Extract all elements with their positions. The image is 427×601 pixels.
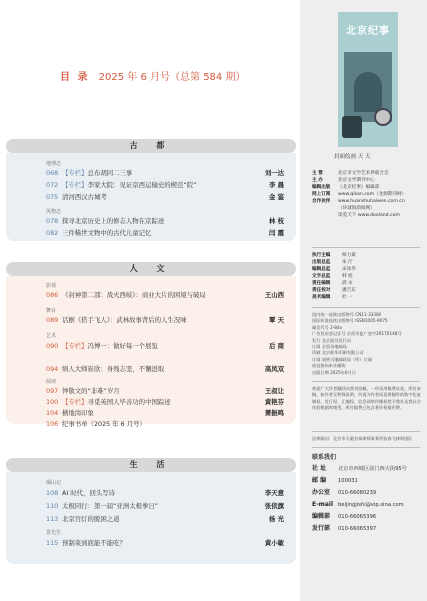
submission-notice: 欢迎广大作者踊跃向我刊投稿，一经采用稿费从优。所有来稿，如作者无特殊说明，均视为作者同意将稿件的数字化复制权、发行权、汇编权、信息网络传播权授予我社及我社合作的数据库使用，所付稿费已包含著作权使用费。 xyxy=(312,386,421,411)
publisher-info xyxy=(312,170,425,219)
toc-entry[interactable] xyxy=(46,181,284,190)
article-author: 金 鉴 xyxy=(268,193,284,201)
page-number: 115 xyxy=(46,539,59,547)
info-row: 编辑出版 《北京纪事》编辑部 xyxy=(312,185,380,190)
article-title: 钟敬文的“非难”岁月 xyxy=(62,387,120,395)
article-author: 张依旗 xyxy=(264,502,284,510)
staff-row: 执行主编 师力斌 xyxy=(312,253,356,258)
divider xyxy=(312,381,420,382)
toc-entry[interactable] xyxy=(46,217,284,226)
contact-row: 发行部 010-66065397 xyxy=(312,525,377,532)
toc-entry[interactable] xyxy=(46,409,284,418)
page-number: 086 xyxy=(46,291,59,299)
divider xyxy=(312,447,420,448)
article-author: 李 晨 xyxy=(268,181,284,189)
group-label: 舞台 xyxy=(46,308,57,314)
page-number: 097 xyxy=(46,387,59,395)
article-title: 绢人大师崔欣：身残志坚，不懈进取 xyxy=(62,365,165,373)
staff-row: 责任编辑 邱 永 xyxy=(312,281,353,286)
article-author: 杨 光 xyxy=(268,515,284,523)
staff-row: 编辑总监 宋冰华 xyxy=(312,267,356,272)
article-title: 三件稀世文物中的古代儿童记忆 xyxy=(62,229,152,237)
page-number: 110 xyxy=(46,502,59,510)
column-tag: 【专栏】 xyxy=(62,342,88,350)
article-title: 横地岗印象 xyxy=(62,409,94,417)
article-author: 萧振鸣 xyxy=(264,409,284,417)
toc-entry[interactable] xyxy=(46,291,284,300)
section-band-shenghuo: 生 活 xyxy=(6,458,296,472)
contact-row: 社 址 北京市西城区前门西大街95号 xyxy=(312,465,407,472)
info-row: 网上订阅 www.qikan.com（龙源期刊网） xyxy=(312,192,407,197)
toc-entry[interactable] xyxy=(46,169,284,178)
info-row: 主 办 北京文学期刊中心 xyxy=(312,178,375,183)
page-number: 089 xyxy=(46,316,59,324)
section-panel-renwen xyxy=(6,276,296,428)
toc-entry[interactable] xyxy=(46,193,284,202)
page-number: 078 xyxy=(46,217,59,225)
column-tag: 【专栏】 xyxy=(62,169,88,177)
page-number: 082 xyxy=(46,229,59,237)
section-band-renwen: 人 文 xyxy=(6,262,296,276)
toc-entry[interactable] xyxy=(46,420,284,429)
toc-entry[interactable] xyxy=(46,342,284,351)
group-label: 烟山记 xyxy=(46,480,62,486)
section-panel-gudu xyxy=(6,153,296,241)
group-label: 影视 xyxy=(46,283,57,289)
article-title: 预制菜到底能不能吃？ xyxy=(62,539,126,547)
page-number: 113 xyxy=(46,515,59,523)
toc-entry[interactable] xyxy=(46,515,284,524)
contact-heading: 联系我们 xyxy=(312,454,337,461)
column-tag: 【专栏】 xyxy=(62,181,88,189)
contact-row: 邮 编 100031 xyxy=(312,477,358,484)
article-author: 黄小敏 xyxy=(264,539,284,547)
section-band-gudu: 古 都 xyxy=(6,139,296,153)
film-camera-icon xyxy=(342,116,362,138)
article-author: 刘一达 xyxy=(264,169,284,177)
toc-heading xyxy=(60,68,245,83)
cover-image xyxy=(338,12,398,147)
group-label: 风物志 xyxy=(46,209,62,215)
issue-info: 2025 年 6 月号（总第 584 期） xyxy=(98,72,246,83)
info-row: （环球海韵阅网） xyxy=(338,206,375,211)
group-label: 艺术 xyxy=(46,333,57,339)
section-panel-shenghuo xyxy=(6,472,296,564)
page-number: 104 xyxy=(46,409,59,417)
contact-row: 编辑部 010-66065396 xyxy=(312,513,377,520)
staff-list xyxy=(312,252,425,301)
article-title: AI 时代，回头写诗 xyxy=(62,489,116,497)
article-title: 太极同行：第一届“亚洲太极拳日” xyxy=(62,502,159,510)
toc-entry[interactable] xyxy=(46,316,284,325)
article-author: 黄艳芬 xyxy=(264,398,284,406)
page-number: 100 xyxy=(46,398,59,406)
article-title: 李家大院：见证京西运输史的楔范“院” xyxy=(87,181,197,189)
article-author: 闫 霞 xyxy=(268,229,284,237)
article-author: 后 商 xyxy=(268,342,284,350)
article-title: 北京宫灯的脱困之道 xyxy=(62,515,120,523)
group-label: 景先生 xyxy=(46,530,62,536)
contact-list xyxy=(312,463,425,535)
toc-label: 目 录 xyxy=(60,72,90,83)
page-number: 072 xyxy=(46,181,59,189)
info-row: 主 管 北京市文学艺术界联合会 xyxy=(312,171,389,176)
info-row: 合作伙伴 www.huanshuhaiwen.com.cn xyxy=(312,199,405,204)
page-number: 068 xyxy=(46,169,59,177)
toc-entry[interactable] xyxy=(46,387,284,396)
staff-row: 出版总监 朱 泞 xyxy=(312,260,353,265)
contact-row: E-mail beijingjishi@vip.sina.com xyxy=(312,501,404,508)
page-number: 106 xyxy=(46,420,59,428)
legal-advisor: 法律顾问：北京市天驰君泰律师事务所张春飞律师团队 xyxy=(312,436,413,441)
article-title: 清河西汉古城考 xyxy=(62,193,107,201)
article-title: 纪事书单（2025 年 6 月号） xyxy=(62,420,146,428)
toc-entry[interactable] xyxy=(46,365,284,374)
article-author: 高凤双 xyxy=(264,365,284,373)
page-number: 094 xyxy=(46,365,59,373)
staff-row: 责任校对 潘吉东 xyxy=(312,288,356,293)
page-number: 090 xyxy=(46,342,59,350)
divider xyxy=(312,307,420,308)
article-author: 李天意 xyxy=(264,489,284,497)
staff-row: 美术编辑 杜 一 xyxy=(312,295,353,300)
article-author: 王叔让 xyxy=(264,387,284,395)
toc-entry[interactable] xyxy=(46,398,284,407)
divider xyxy=(312,431,420,432)
toc-entry[interactable] xyxy=(46,229,284,238)
contact-row: 办公室 010-66080239 xyxy=(312,489,377,496)
article-author: 王山西 xyxy=(264,291,284,299)
column-tag: 【专栏】 xyxy=(62,398,88,406)
toc-entry[interactable] xyxy=(46,502,284,511)
group-label: 阅读 xyxy=(46,379,57,385)
masthead-column xyxy=(300,0,427,601)
divider xyxy=(312,247,420,248)
cover-arch-shape xyxy=(354,72,382,112)
article-title: 总布胡同二三事 xyxy=(87,169,133,177)
page-number: 075 xyxy=(46,193,59,201)
toc-entry[interactable] xyxy=(46,489,284,498)
article-title: 寻觅英国人毕善功的中国踪迹 xyxy=(87,398,171,406)
registration-info: 国内统一连续出版物号 CN11-3338/I 国际标准连续出版物号 ISSN1005-9075 邮发代号 2-84v 广告发布登记证号 京西市监广登字20170148号 发行 北京报刊发行局 订阅 全国各地邮局 印刷 北京联华印刷有限公司 订阅 请到当地邮政局（所）订阅 或直接向本社邮购 出版日期 2025年6月日 xyxy=(312,312,402,375)
page-number: 108 xyxy=(46,489,59,497)
article-title: 探寻北京历史上的修志人物在京踪迹 xyxy=(62,217,165,225)
info-row: 读览天下 www.dooland.com xyxy=(338,213,400,218)
article-title: 冯博一：做好每一个展览 xyxy=(87,342,158,350)
article-title: 《封神第二部：战火西岐》：商业大片的困境与破局 xyxy=(62,291,206,299)
staff-row: 文字总监 韩 旭 xyxy=(312,274,353,279)
article-author: 林 枝 xyxy=(268,217,284,225)
article-title: 话剧《搭手飞人》：武林故事背后的人生况味 xyxy=(62,316,187,324)
article-author: 覃 天 xyxy=(268,316,284,324)
group-label: 地理志 xyxy=(46,161,62,167)
cover-masthead: 北京纪事 xyxy=(346,26,390,37)
cover-caption: 封面绘画 天 天 xyxy=(334,154,371,160)
toc-entry[interactable] xyxy=(46,539,284,548)
film-reel-icon xyxy=(374,108,392,126)
